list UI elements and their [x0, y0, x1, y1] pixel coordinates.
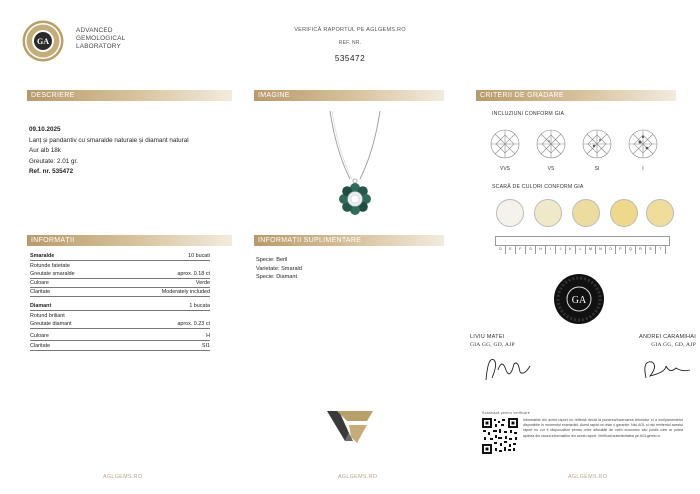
scale-cell: O: [606, 245, 616, 254]
inclusion-label: VVS: [499, 166, 510, 172]
description-date: 09.10.2025: [29, 126, 61, 133]
disclaimer-text: Informațiile din acest raport nu reflectă decât la punerea/încercarea tehnicilor și a echipamentelor disponibile în momentul examinării. Acest raport nu este o garanție. Nici AGL și nici emitentul acestui raport nu vor fi răspunzători pentru orice dificultăți de ordin economic sau juridic care ar putea apărea din cauza informațiilor din acest raport. Verificați autenticitatea pe AGLgems.ro: [523, 418, 683, 438]
supplementary-line: Specie: Beril: [256, 257, 288, 263]
info-label: Culoare: [30, 333, 49, 339]
color-swatch: [646, 199, 674, 227]
scale-cell: E: [506, 245, 516, 254]
diamond-diagram-i: [629, 130, 657, 158]
color-swatch: [610, 199, 638, 227]
info-value: 1 bucata: [189, 303, 210, 309]
info-value: Verde: [195, 280, 210, 286]
scale-cell: I: [546, 245, 556, 254]
info-value: H: [206, 333, 210, 339]
description-ref: Ref. nr. 535472: [29, 168, 74, 175]
ref-label: REF. NR.: [338, 40, 362, 46]
footer-link-right[interactable]: AGLGEMS.RO: [568, 474, 608, 480]
info-row: [30, 320, 210, 329]
footer-link-left[interactable]: AGLGEMS.RO: [103, 474, 143, 480]
supplementary-line: Specie: Diamant: [256, 274, 298, 280]
diamond-diagram-si: [583, 130, 611, 158]
section-grading: CRITERII DE GRADARE: [476, 90, 676, 101]
scale-cell: L: [576, 245, 586, 254]
signer-name: ANDREI CARAMIHAI: [639, 334, 696, 340]
section-image: IMAGINE: [254, 90, 444, 101]
scale-cell: H: [536, 245, 546, 254]
scale-cell: J: [556, 245, 566, 254]
info-label: Diamant: [30, 303, 52, 309]
info-row: [30, 288, 210, 297]
lab-seal: [22, 20, 64, 62]
hologram-seal: [553, 273, 605, 325]
section-supplementary: INFORMAȚII SUPLIMENTARE: [254, 235, 444, 246]
diamond-diagram-vs: [537, 130, 565, 158]
color-swatch: [572, 199, 600, 227]
ref-number: 535472: [334, 54, 366, 63]
verify-text[interactable]: VERIFICĂ RAPORTUL PE AGLGEMS.RO: [294, 27, 406, 33]
scale-cell: K: [566, 245, 576, 254]
info-value: 10 bucati: [188, 253, 210, 259]
description-metal: Aur alb 18k: [29, 147, 61, 154]
info-row: [30, 342, 210, 351]
qr-code[interactable]: [482, 418, 518, 454]
footer-link-center[interactable]: AGLGEMS.RO: [338, 474, 378, 480]
info-label: Rotund briliant: [30, 313, 65, 319]
scale-cell: N: [596, 245, 606, 254]
description-weight: Greutate: 2.01 gr.: [29, 157, 79, 165]
info-row: [30, 332, 210, 341]
info-value: SI1: [201, 343, 210, 349]
scale-cell: D: [496, 245, 506, 254]
color-swatch: [534, 199, 562, 227]
signer-title: GIA GG, GD, AJP: [470, 342, 515, 348]
pendant-image: [300, 111, 410, 229]
brand-logo: [327, 411, 373, 443]
signer-name: LIVIU MATEI: [470, 334, 505, 340]
info-row: [30, 302, 210, 311]
info-value: aprox. 0.18 ct: [177, 271, 210, 277]
scale-cell: T: [656, 245, 666, 254]
info-row: [30, 252, 210, 261]
info-row: [30, 270, 210, 279]
signature-scribble-icon: [636, 350, 696, 386]
inclusion-label: SI: [594, 166, 600, 172]
info-value: Moderately included: [161, 289, 210, 295]
scale-cell: S: [646, 245, 656, 254]
info-label: Claritate: [30, 289, 51, 295]
lab-name: [76, 27, 125, 51]
info-row: [30, 311, 210, 320]
signature-left: [470, 334, 570, 391]
svg-text:GA: GA: [571, 295, 587, 306]
info-label: Greutate smaralde: [30, 271, 75, 277]
header-center: [250, 27, 450, 63]
scale-cell: G: [526, 245, 536, 254]
description-block: [29, 125, 234, 178]
section-information: INFORMAȚII: [27, 235, 232, 246]
scale-cell: R: [636, 245, 646, 254]
supplementary-line: Varietate: Smarald: [256, 265, 302, 272]
info-label: Culoare: [30, 280, 49, 286]
color-swatch: [496, 199, 524, 227]
section-description: DESCRIERE: [27, 90, 232, 101]
supplementary-block: [256, 256, 302, 282]
info-label: Smaralde: [30, 253, 55, 259]
signer-title: GIA GG, GD, AJP: [651, 342, 696, 348]
scale-cell: P: [616, 245, 626, 254]
info-label: Greutate diamant: [30, 321, 72, 327]
info-label: Rotunde fatetate: [30, 263, 70, 269]
inclusion-label: I: [642, 166, 644, 172]
color-swatches: [496, 199, 676, 233]
scale-cell: M: [586, 245, 596, 254]
color-scale-bar: [495, 236, 670, 251]
scale-cell: F: [516, 245, 526, 254]
qr-caption: Scanează pentru verificare: [482, 411, 530, 415]
diamond-diagram-vvs: [491, 130, 519, 158]
scale-cell: Q: [626, 245, 636, 254]
info-label: Claritate: [30, 343, 51, 349]
lab-name-line: LABORATORY: [76, 43, 121, 50]
signature-right: [616, 334, 696, 391]
inclusion-label: VS: [547, 166, 555, 172]
info-row: [30, 261, 210, 270]
inclusions-title: INCLUZIUNI CONFORM GIA: [492, 111, 565, 117]
color-scale-title: SCARĂ DE CULORI CONFORM GIA: [492, 184, 584, 190]
description-item: Lanț și pandantiv cu smaralde naturale și diamant natural: [29, 136, 189, 144]
info-row: [30, 279, 210, 288]
lab-name-line: GEMOLOGICAL: [76, 35, 126, 42]
signature-scribble-icon: [480, 350, 540, 386]
lab-name-line: ADVANCED: [76, 27, 113, 34]
info-value: aprox. 0.23 ct: [177, 321, 210, 327]
inclusion-diagrams: [490, 124, 670, 176]
svg-text:GA: GA: [37, 37, 49, 46]
